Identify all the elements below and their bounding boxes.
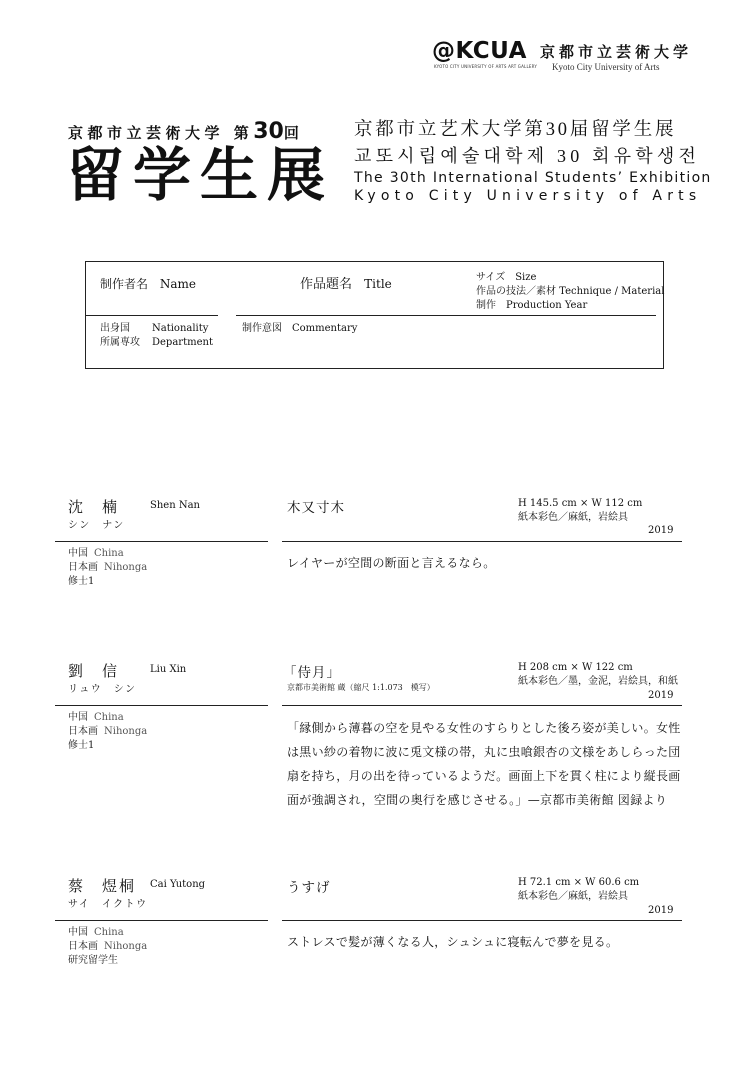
artist-nationality <box>68 926 147 940</box>
legend-spec <box>476 271 664 313</box>
artist-department <box>68 561 147 575</box>
artwork-spec <box>518 497 642 525</box>
legend-size: サイズ Size <box>476 272 537 283</box>
artwork-year: 2019 <box>648 525 674 536</box>
artwork-material: 紙本彩色／麻紙，岩絵具 <box>518 512 628 523</box>
artist-course: 研究留学生 <box>68 955 118 966</box>
legend-nationality-jp: 出身国 <box>100 323 130 334</box>
artist-department <box>68 940 147 954</box>
artist-name-en: Shen Nan <box>150 500 200 511</box>
artist-name-kana: リュウ シン <box>68 684 137 695</box>
subtitle-number: 30 <box>253 119 284 144</box>
artist-name-jp: 蔡 煜桐 <box>68 877 137 895</box>
artist-nationality <box>68 547 147 561</box>
artwork-year: 2019 <box>648 690 674 701</box>
artwork-commentary: 「縁側から薄暮の空を見やる女性のすらりとした後ろ姿が美しい。女性は黒い紗の着物に波に兎文様の帯，丸に虫喰銀杏の文様をあしらった団扇を持ち，月の出を待っているようだ。画面上下を貫く柱により縦長画面が強調され，空間の奥行を感じさせる。」—京都市美術館 図録より <box>287 721 681 807</box>
artwork-size: H 72.1 cm × W 60.6 cm <box>518 877 640 888</box>
legend-commentary <box>242 322 357 336</box>
artist-info <box>68 547 147 589</box>
department-en: Nihonga <box>104 941 148 952</box>
artist-info <box>68 711 147 753</box>
entry-rule-right <box>282 920 682 921</box>
title-korean: 교또시립예술대학제 30 회유학생전 <box>354 146 701 166</box>
legend-box <box>85 261 664 369</box>
department-jp: 日本画 <box>68 941 98 952</box>
title-english-1: The 30th International Students’ Exhibition <box>354 170 712 186</box>
nationality-jp: 中国 <box>68 712 88 723</box>
artist-name-jp: 劉 信 <box>68 662 120 680</box>
university-logo-en: Kyoto City University of Arts <box>552 62 660 72</box>
legend-rule-right <box>236 315 656 316</box>
legend-technique: 作品の技法／素材 Technique / Material <box>476 286 665 297</box>
legend-nationality-en: Nationality <box>152 323 209 334</box>
nationality-jp: 中国 <box>68 548 88 559</box>
artwork-commentary: レイヤーが空間の断面と言えるなら。 <box>287 556 496 570</box>
exhibition-main-title: 留学生展 <box>66 141 335 209</box>
nationality-jp: 中国 <box>68 927 88 938</box>
artwork-spec <box>518 661 678 689</box>
entry-rule-left <box>55 705 268 706</box>
title-chinese: 京都市立艺术大学第30届留学生展 <box>354 120 677 140</box>
legend-year: 制作 Production Year <box>476 300 588 311</box>
legend-title-jp: 作品題名 <box>300 277 353 292</box>
artist-nationality <box>68 711 147 725</box>
nationality-en: China <box>94 548 124 559</box>
kcua-logo-subtext: KYOTO CITY UNIVERSITY OF ARTS ART GALLERY <box>434 64 537 69</box>
kcua-logo: @KCUA <box>432 38 527 64</box>
department-jp: 日本画 <box>68 562 98 573</box>
legend-title-en: Title <box>364 277 392 291</box>
university-logo-jp: 京都市立芸術大学 <box>540 45 693 61</box>
department-en: Nihonga <box>104 726 148 737</box>
legend-name-en: Name <box>159 277 196 291</box>
artist-name-kana: シン ナン <box>68 520 125 531</box>
artwork-material: 紙本彩色／麻紙，岩絵具 <box>518 891 628 902</box>
artist-name-en: Liu Xin <box>150 664 187 675</box>
artwork-size: H 145.5 cm × W 112 cm <box>518 498 643 509</box>
legend-origin <box>100 322 213 350</box>
entry-rule-left <box>55 920 268 921</box>
artwork-title: 木又寸木 <box>287 500 345 516</box>
entry-rule-right <box>282 541 682 542</box>
artist-name-kana: サイ イクトウ <box>68 899 148 910</box>
nationality-en: China <box>94 927 124 938</box>
artwork-size: H 208 cm × W 122 cm <box>518 662 633 673</box>
subtitle-suffix: 回 <box>283 124 304 142</box>
artist-name-jp: 沈 楠 <box>68 498 120 516</box>
entry-rule-left <box>55 541 268 542</box>
artwork-material: 紙本彩色／墨，金泥，岩絵具，和紙 <box>518 676 678 687</box>
artist-course: 修士1 <box>68 740 95 751</box>
artwork-title: 「侍月」 <box>283 665 341 681</box>
title-english-2: Kyoto City University of Arts <box>354 188 702 204</box>
legend-department <box>100 336 213 350</box>
artwork-collection: 京都市美術館 蔵（縮尺 1:1.073 模写） <box>287 683 435 692</box>
department-jp: 日本画 <box>68 726 98 737</box>
legend-commentary-en: Commentary <box>292 323 358 334</box>
department-en: Nihonga <box>104 562 148 573</box>
legend-name-jp: 制作者名 <box>100 277 149 291</box>
legend-department-jp: 所属専攻 <box>100 337 140 348</box>
artwork-commentary: ストレスで髪が薄くなる人，シュシュに寝転んで夢を見る。 <box>287 935 619 949</box>
legend-rule-left <box>86 315 218 316</box>
artwork-year: 2019 <box>648 905 674 916</box>
legend-title <box>300 273 392 292</box>
subtitle-prefix: 京都市立芸術大学 第 <box>68 124 254 142</box>
nationality-en: China <box>94 712 124 723</box>
artist-info <box>68 926 147 968</box>
artwork-title: うすげ <box>287 880 331 896</box>
legend-name <box>100 275 196 292</box>
entry-rule-right <box>282 705 682 706</box>
legend-commentary-jp: 制作意図 <box>242 323 282 334</box>
legend-nationality <box>100 322 213 336</box>
artist-name-en: Cai Yutong <box>150 879 206 890</box>
legend-department-en: Department <box>152 337 213 348</box>
artwork-spec <box>518 876 639 904</box>
artist-department <box>68 725 147 739</box>
artist-course: 修士1 <box>68 576 95 587</box>
